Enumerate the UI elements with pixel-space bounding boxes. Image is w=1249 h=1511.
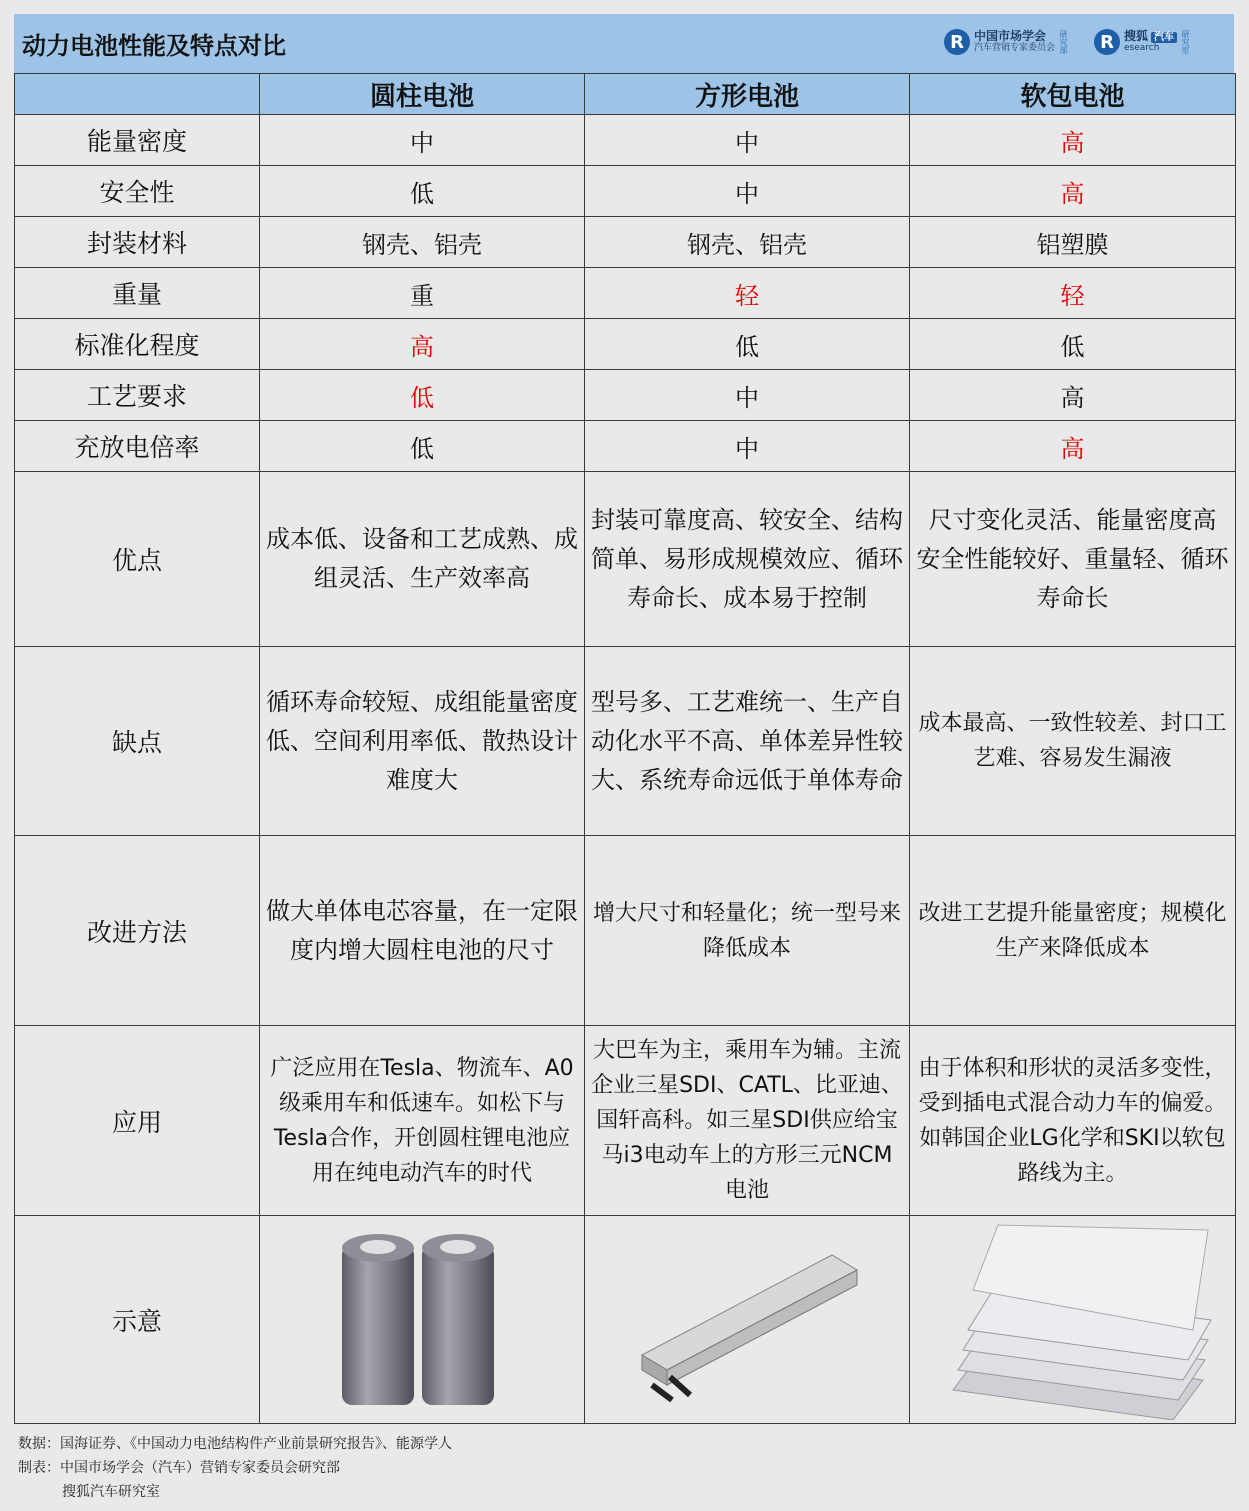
table-cell: 做大单体电芯容量，在一定限度内增大圆柱电池的尺寸 [260, 836, 585, 1026]
table-cell: 中 [585, 166, 910, 217]
table-row [15, 115, 1236, 166]
logo-r-icon: R [1094, 29, 1120, 55]
row-label: 封装材料 [15, 217, 260, 268]
header-cell-pouch: 软包电池 [910, 74, 1236, 115]
table-cell: 高 [910, 370, 1236, 421]
footer-source: 数据：国海证券、《中国动力电池结构件产业前景研究报告》、能源学人 [18, 1436, 452, 1452]
table-row [15, 217, 1236, 268]
row-label: 示意 [15, 1216, 260, 1424]
row-label: 应用 [15, 1026, 260, 1216]
header-cell-prismatic: 方形电池 [585, 74, 910, 115]
table-cell: 高 [260, 319, 585, 370]
prismatic-battery-icon [632, 1235, 862, 1405]
comparison-table [14, 73, 1236, 1424]
table-cell: 轻 [585, 268, 910, 319]
logo2-tag: 汽车 [1151, 32, 1177, 43]
table-cell: 循环寿命较短、成组能量密度低、空间利用率低、散热设计难度大 [260, 647, 585, 836]
row-label: 工艺要求 [15, 370, 260, 421]
table-row [15, 1216, 1236, 1424]
logo1-top: 中国市场学会 [974, 29, 1047, 44]
table-cell: 低 [260, 166, 585, 217]
table-cell: 重 [260, 268, 585, 319]
logo2-bottom: esearch [1124, 42, 1160, 53]
table-cell: 低 [260, 370, 585, 421]
table-cell: 尺寸变化灵活、能量密度高 安全性能较好、重量轻、循环寿命长 [910, 472, 1236, 647]
table-cell: 中 [585, 421, 910, 472]
table-cell: 高 [910, 166, 1236, 217]
table-cell: 增大尺寸和轻量化；统一型号来降低成本 [585, 836, 910, 1026]
table-cell: 中 [585, 370, 910, 421]
header-cell-empty [15, 74, 260, 115]
logo1-bottom: 汽车营销专家委员会 [974, 42, 1056, 53]
table-row [15, 319, 1236, 370]
logo2-side: 研究室 [1181, 30, 1191, 54]
page-title: 动力电池性能及特点对比 [22, 32, 286, 60]
logo-q-icon: R [944, 29, 970, 55]
cylindrical-battery-figure-cell [260, 1216, 585, 1424]
table-cell: 改进工艺提升能量密度；规模化生产来降低成本 [910, 836, 1236, 1026]
table-cell: 中 [260, 115, 585, 166]
table-cell: 低 [910, 319, 1236, 370]
table-cell: 低 [260, 421, 585, 472]
table-row [15, 647, 1236, 836]
row-label: 标准化程度 [15, 319, 260, 370]
logo1-side: 研究部 [1059, 30, 1069, 54]
row-label: 能量密度 [15, 115, 260, 166]
logo2-top: 搜狐 [1124, 29, 1149, 44]
logo-cma [944, 22, 1069, 62]
table-row [15, 268, 1236, 319]
row-label: 缺点 [15, 647, 260, 836]
row-label: 改进方法 [15, 836, 260, 1026]
table-cell: 成本低、设备和工艺成熟、成组灵活、生产效率高 [260, 472, 585, 647]
pouch-battery-figure-cell [910, 1216, 1236, 1424]
row-label: 充放电倍率 [15, 421, 260, 472]
row-label: 重量 [15, 268, 260, 319]
table-row [15, 166, 1236, 217]
table-row [15, 421, 1236, 472]
table-cell: 低 [585, 319, 910, 370]
table-cell: 封装可靠度高、较安全、结构简单、易形成规模效应、循环寿命长、成本易于控制 [585, 472, 910, 647]
header-cell-cylindrical: 圆柱电池 [260, 74, 585, 115]
table-cell: 中 [585, 115, 910, 166]
prismatic-battery-figure-cell [585, 1216, 910, 1424]
table-cell: 钢壳、铝壳 [260, 217, 585, 268]
table-cell: 铝塑膜 [910, 217, 1236, 268]
pouch-battery-icon [933, 1220, 1213, 1420]
footer-maker-2: 搜狐汽车研究室 [62, 1484, 160, 1500]
table-cell: 钢壳、铝壳 [585, 217, 910, 268]
table-cell: 型号多、工艺难统一、生产自动化水平不高、单体差异性较大、系统寿命远低于单体寿命 [585, 647, 910, 836]
table-row [15, 472, 1236, 647]
table-cell: 轻 [910, 268, 1236, 319]
table-cell: 高 [910, 421, 1236, 472]
table-header-row [15, 74, 1236, 115]
logo-sohu-research [1094, 22, 1191, 62]
table-cell: 由于体积和形状的灵活多变性，受到插电式混合动力车的偏爱。如韩国企业LG化学和SKI以软包路线为主。 [910, 1026, 1236, 1216]
table-cell: 成本最高、一致性较差、封口工艺难、容易发生漏液 [910, 647, 1236, 836]
cylindrical-battery-icon [337, 1230, 507, 1410]
table-cell: 广泛应用在Tesla、物流车、A0级乘用车和低速车。如松下与Tesla合作，开创圆柱锂电池应用在纯电动汽车的时代 [260, 1026, 585, 1216]
footer-maker: 制表：中国市场学会（汽车）营销专家委员会研究部 [18, 1460, 340, 1476]
header-bar [14, 14, 1234, 73]
footer [18, 1432, 452, 1504]
table-cell: 高 [910, 115, 1236, 166]
table-cell: 大巴车为主，乘用车为辅。主流企业三星SDI、CATL、比亚迪、国轩高科。如三星SDI供应给宝马i3电动车上的方形三元NCM电池 [585, 1026, 910, 1216]
row-label: 安全性 [15, 166, 260, 217]
row-label: 优点 [15, 472, 260, 647]
table-row [15, 1026, 1236, 1216]
table-row [15, 836, 1236, 1026]
table-row [15, 370, 1236, 421]
